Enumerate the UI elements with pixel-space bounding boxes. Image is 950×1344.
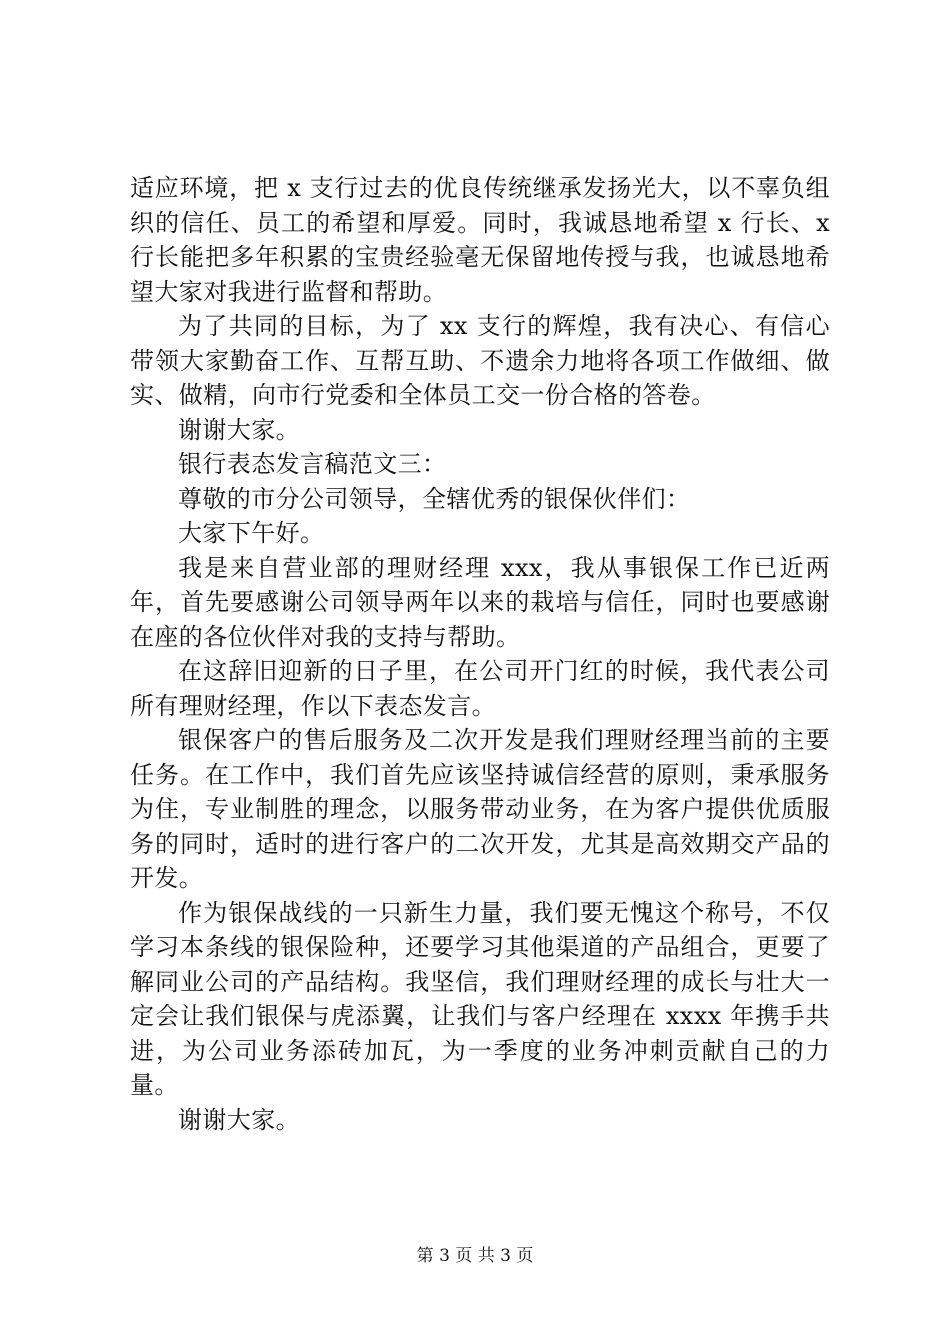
paragraph-3: 谢谢大家。 — [178, 415, 300, 444]
paragraph-9: 银保客户的售后服务及二次开发是我们理财经理当前的主要任务。在工作中，我们首先应该坚持诚信经营的原则，秉承服务为住，专业制胜的理念，以服务带动业务，在为客户提供优质服务的同时，适时的进行客户的二次开发，尤其是高效期交产品的开发。 — [130, 726, 830, 892]
paragraph-8: 在这辞旧迎新的日子里，在公司开门红的时候，我代表公司所有理财经理，作以下表态发言。 — [130, 657, 830, 720]
paragraph-4-heading: 银行表态发言稿范文三： — [178, 450, 447, 478]
document-body — [130, 171, 830, 1137]
paragraph-5-salutation: 尊敬的市分公司领导，全辖优秀的银保伙伴们： — [178, 484, 691, 513]
paragraph-1: 适应环境，把 x 支行过去的优良传统继承发扬光大，以不辜负组织的信任、员工的希望和厚爱。同时，我诚恳地希望 x 行长、x 行长能把多年积累的宝贵经验毫无保留地传授与我，也诚恳地希望大家对我进行监督和帮助。 — [130, 174, 830, 306]
paragraph-10: 作为银保战线的一只新生力量，我们要无愧这个称号，不仅学习本条线的银保险种，还要学习其他渠道的产品组合，更要了解同业公司的产品结构。我坚信，我们理财经理的成长与壮大一定会让我们银保与虎添翼，让我们与客户经理在 xxxx 年携手共进，为公司业务添砖加瓦，为一季度的业务冲刺贡献自己的力量。 — [130, 898, 830, 1099]
paragraph-6: 大家下午好。 — [178, 519, 325, 547]
paragraph-2: 为了共同的目标，为了 xx 支行的辉煌，我有决心、有信心带领大家勤奋工作、互帮互助、不遗余力地将各项工作做细、做实、做精，向市行党委和全体员工交一份合格的答卷。 — [130, 312, 830, 409]
page-number-footer: 第 3 页 共 3 页 — [416, 1246, 534, 1266]
paragraph-11-closing: 谢谢大家。 — [178, 1105, 300, 1134]
paragraph-7: 我是来自营业部的理财经理 xxx，我从事银保工作已近两年，首先要感谢公司领导两年以来的栽培与信任，同时也要感谢在座的各位伙伴对我的支持与帮助。 — [130, 553, 830, 651]
